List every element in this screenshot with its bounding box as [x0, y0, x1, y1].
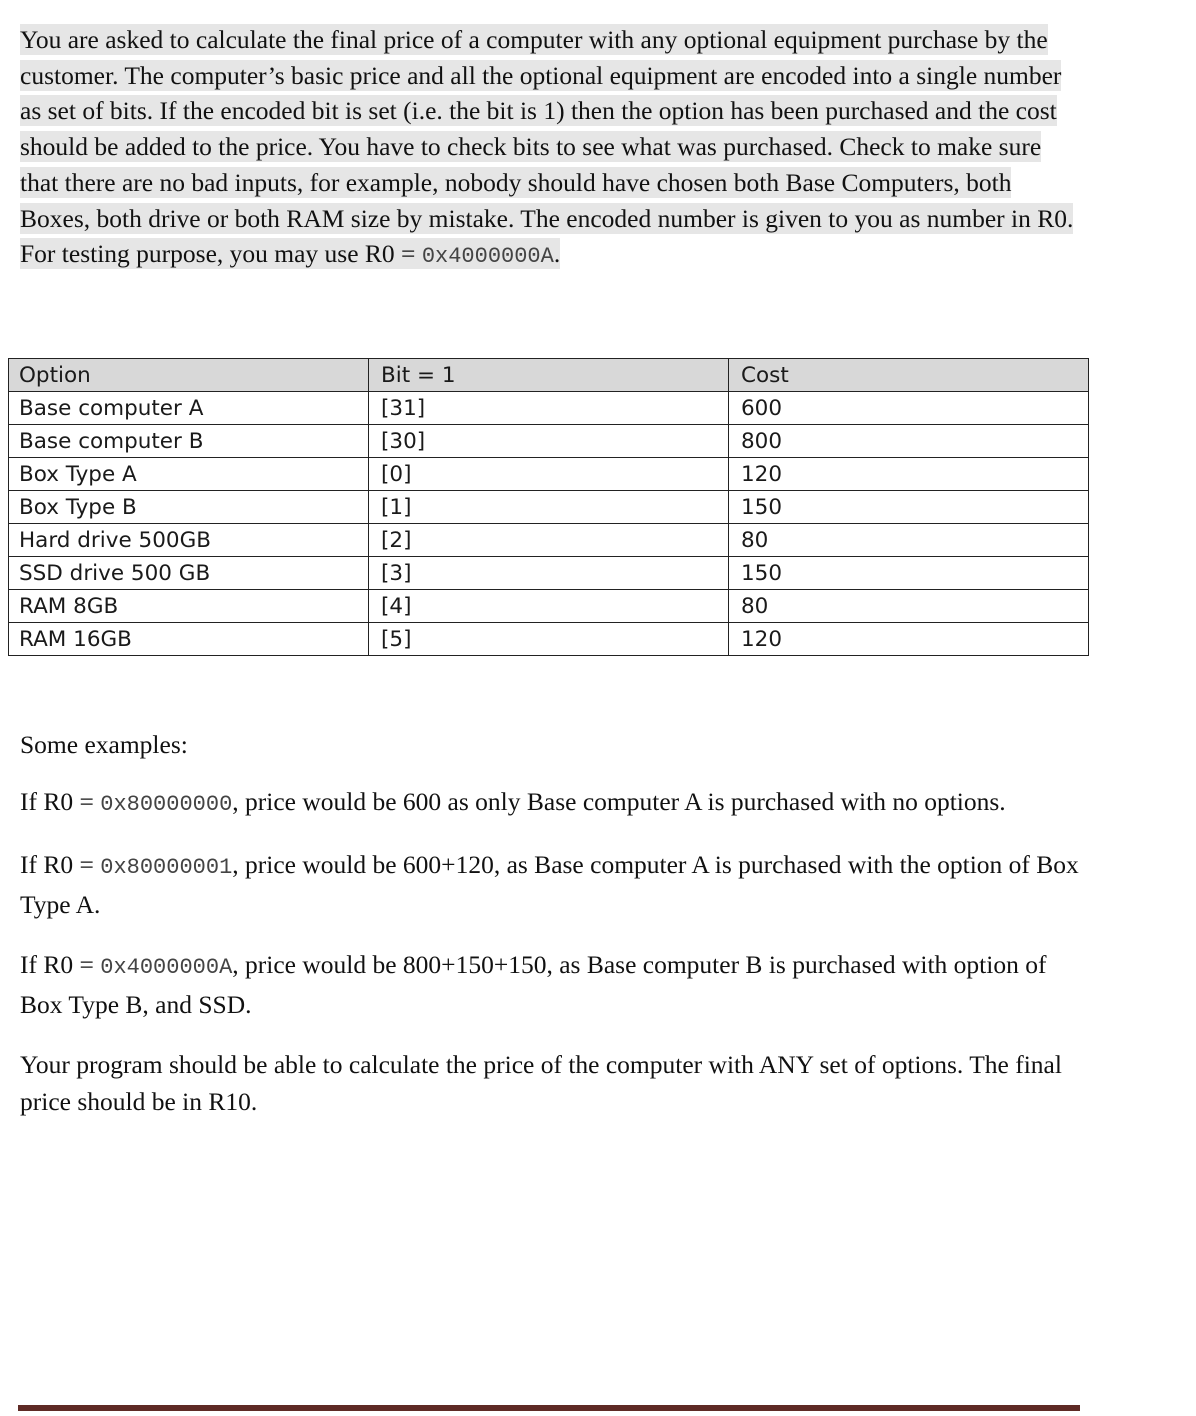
- option-cell: Box Type B: [9, 491, 369, 524]
- option-cell: Box Type A: [9, 458, 369, 491]
- table-row: [9, 425, 1089, 458]
- cost-cell: 600: [729, 392, 1089, 425]
- examples-heading: Some examples:: [20, 730, 188, 759]
- cost-cell: 120: [729, 623, 1089, 656]
- table-row: [9, 524, 1089, 557]
- examples-section: [20, 726, 1090, 1120]
- option-cell: Base computer B: [9, 425, 369, 458]
- problem-statement: [20, 22, 1080, 275]
- example-text: , price would be 600+120, as Base computer A is purchased with the option of Box Type A.: [20, 850, 1079, 919]
- table-row: [9, 590, 1089, 623]
- header-option: Option: [9, 359, 369, 392]
- table-header-row: [9, 359, 1089, 392]
- example-code: 0x80000001: [100, 855, 233, 880]
- table-row: [9, 458, 1089, 491]
- table-row: [9, 623, 1089, 656]
- problem-text: [20, 24, 1073, 269]
- bit-cell: [5]: [369, 623, 729, 656]
- bit-cell: [0]: [369, 458, 729, 491]
- bit-cell: [3]: [369, 557, 729, 590]
- test-value-code: 0x4000000A: [421, 244, 554, 270]
- option-cell: Base computer A: [9, 392, 369, 425]
- example-text: , price would be 800+150+150, as Base computer B is purchased with option of Box Type B, and SSD.: [20, 950, 1047, 1019]
- cost-cell: 80: [729, 590, 1089, 623]
- table-row: [9, 491, 1089, 524]
- problem-text-end: .: [553, 239, 561, 269]
- example-code: 0x4000000A: [100, 955, 233, 980]
- example-code: 0x80000000: [100, 792, 233, 817]
- example-prefix: If R0 =: [20, 850, 101, 879]
- header-cost: Cost: [729, 359, 1089, 392]
- bit-cell: [1]: [369, 491, 729, 524]
- example-prefix: If R0 =: [20, 950, 101, 979]
- cost-cell: 150: [729, 557, 1089, 590]
- cost-cell: 120: [729, 458, 1089, 491]
- example-prefix: If R0 =: [20, 787, 101, 816]
- header-bit: Bit = 1: [369, 359, 729, 392]
- example-paragraph: [20, 946, 1090, 1023]
- option-cell: RAM 16GB: [9, 623, 369, 656]
- bit-cell: [30]: [369, 425, 729, 458]
- cost-cell: 80: [729, 524, 1089, 557]
- cost-cell: 800: [729, 425, 1089, 458]
- bit-cell: [31]: [369, 392, 729, 425]
- closing-paragraph: Your program should be able to calculate the price of the computer with ANY set of options. The final price should be in R10.: [20, 1050, 1062, 1116]
- example-text: , price would be 600 as only Base computer A is purchased with no options.: [232, 787, 1006, 816]
- problem-text-body: You are asked to calculate the final price of a computer with any optional equipment purchase by the customer. The computer’s basic price and all the optional equipment are encoded into a single number as set of bits. If the encoded bit is set (i.e. the bit is 1) then the option has been purchased and the cost should be added to the price. You have to check bits to see what was purchased. Check to make sure that there are no bad inputs, for example, nobody should have chosen both Base Computers, both Boxes, both drive or both RAM size by mistake. The encoded number is given to you as number in R0. For testing purpose, you may use R0 =: [20, 25, 1074, 269]
- cost-cell: 150: [729, 491, 1089, 524]
- example-paragraph: [20, 783, 1090, 823]
- bit-cell: [4]: [369, 590, 729, 623]
- table-row: [9, 557, 1089, 590]
- table-row: [9, 392, 1089, 425]
- example-paragraph: [20, 846, 1090, 923]
- option-cell: Hard drive 500GB: [9, 524, 369, 557]
- bit-cell: [2]: [369, 524, 729, 557]
- option-cell: SSD drive 500 GB: [9, 557, 369, 590]
- options-table: [8, 358, 1089, 656]
- footer-divider: [18, 1405, 1080, 1411]
- option-cell: RAM 8GB: [9, 590, 369, 623]
